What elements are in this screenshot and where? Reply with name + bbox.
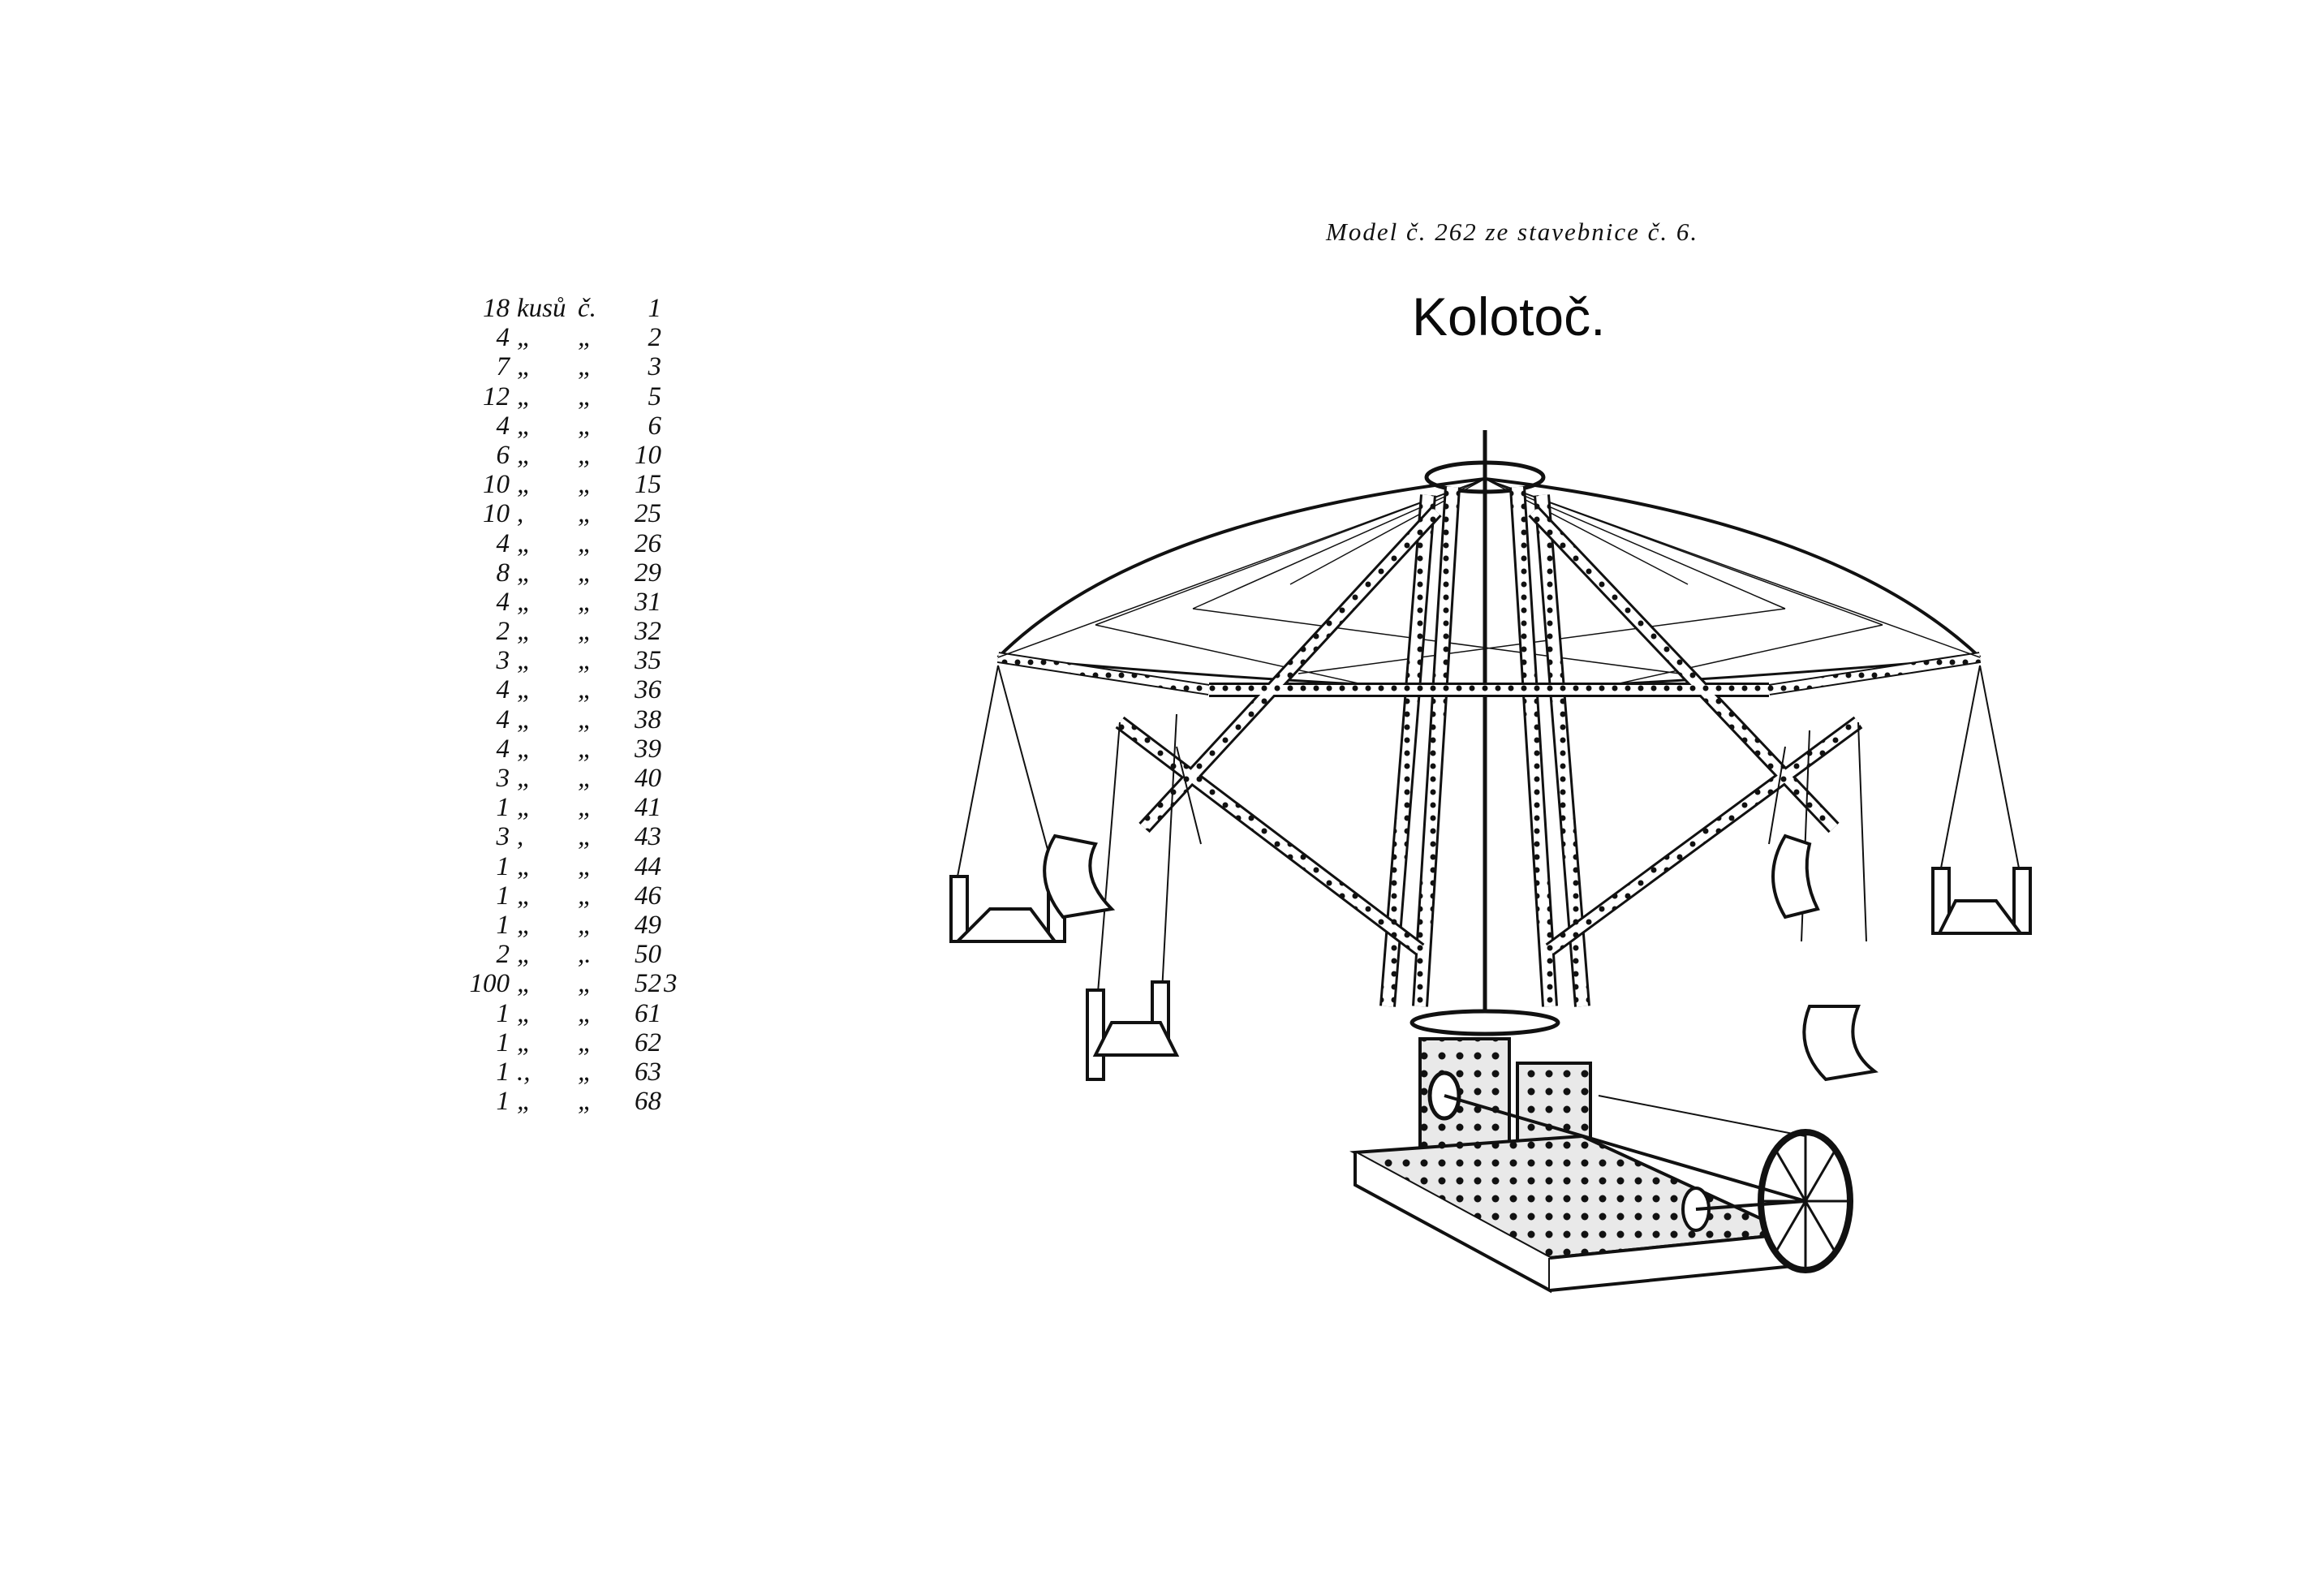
part-no-label: „	[578, 998, 593, 1028]
part-unit: „	[517, 470, 532, 500]
part-no-label: „	[578, 1057, 593, 1087]
part-count: 7	[496, 352, 510, 382]
part-number: 10	[635, 440, 661, 470]
part-unit: „	[517, 881, 532, 911]
part-number: 36	[635, 675, 661, 705]
part-number: 43	[635, 822, 661, 852]
carousel-illustration	[933, 422, 2045, 1331]
part-no-label: „	[578, 587, 593, 617]
part-unit: „	[517, 704, 532, 734]
part-count: 10	[483, 499, 510, 529]
parts-row	[438, 822, 698, 851]
part-count: 2	[496, 617, 510, 647]
part-no-label: ,.	[578, 940, 592, 970]
part-no-label: „	[578, 499, 593, 529]
part-unit: „	[517, 381, 532, 411]
part-count: 1	[496, 1027, 510, 1057]
part-count: 4	[496, 675, 510, 705]
part-count: 1	[496, 998, 510, 1028]
parts-row	[438, 617, 698, 646]
part-count: 4	[496, 587, 510, 617]
part-unit: „	[517, 793, 532, 823]
parts-row	[438, 294, 698, 323]
part-no-label: „	[578, 470, 593, 500]
parts-row	[438, 323, 698, 352]
part-count: 4	[496, 323, 510, 353]
part-no-label: „	[578, 352, 593, 382]
part-no-label: „	[578, 528, 593, 558]
part-number: 49	[635, 910, 661, 940]
part-count: 4	[496, 704, 510, 734]
part-unit: ,	[517, 499, 524, 529]
part-number: 46	[635, 881, 661, 911]
part-number: 38	[635, 704, 661, 734]
part-unit: „	[517, 323, 532, 353]
part-unit: „	[517, 764, 532, 793]
part-count: 1	[496, 881, 510, 911]
part-count: 3	[496, 764, 510, 793]
part-no-label: „	[578, 1087, 593, 1117]
part-count: 2	[496, 940, 510, 970]
part-number: 44	[635, 851, 661, 881]
part-number: 41	[635, 793, 661, 823]
part-unit: „	[517, 528, 532, 558]
part-number: 68	[635, 1087, 661, 1117]
parts-row	[438, 411, 698, 441]
part-count: 1	[496, 851, 510, 881]
part-no-label: „	[578, 675, 593, 705]
part-note: 3	[664, 969, 678, 999]
part-number: 15	[635, 470, 661, 500]
part-unit: „	[517, 734, 532, 764]
parts-row	[438, 911, 698, 940]
part-count: 12	[483, 381, 510, 411]
part-count: 3	[496, 822, 510, 852]
part-count: 4	[496, 411, 510, 441]
part-number: 50	[635, 940, 661, 970]
parts-row	[438, 441, 698, 470]
carousel-drawing	[933, 422, 2045, 1331]
part-no-label: „	[578, 440, 593, 470]
part-unit: „	[517, 1027, 532, 1057]
part-unit: kusů	[517, 294, 566, 323]
part-number: 26	[635, 528, 661, 558]
part-no-label: „	[578, 969, 593, 999]
part-count: 4	[496, 528, 510, 558]
parts-row	[438, 588, 698, 617]
part-number: 6	[648, 411, 661, 441]
part-number: 31	[635, 587, 661, 617]
part-count: 10	[483, 470, 510, 500]
part-no-label: „	[578, 704, 593, 734]
part-count: 4	[496, 734, 510, 764]
part-unit: „	[517, 617, 532, 647]
parts-row	[438, 705, 698, 734]
parts-row	[438, 881, 698, 911]
part-count: 3	[496, 646, 510, 676]
part-no-label: „	[578, 646, 593, 676]
parts-row	[438, 1057, 698, 1087]
part-number: 40	[635, 764, 661, 793]
parts-row	[438, 529, 698, 558]
parts-row	[438, 852, 698, 881]
part-number: 5	[648, 381, 661, 411]
parts-row	[438, 999, 698, 1028]
parts-row	[438, 470, 698, 499]
part-number: 61	[635, 998, 661, 1028]
part-number: 35	[635, 646, 661, 676]
part-count: 6	[496, 440, 510, 470]
part-number: 29	[635, 558, 661, 588]
part-count: 8	[496, 558, 510, 588]
part-count: 18	[483, 294, 510, 323]
part-unit: „	[517, 998, 532, 1028]
parts-row	[438, 558, 698, 588]
parts-row	[438, 734, 698, 764]
part-count: 1	[496, 793, 510, 823]
parts-row	[438, 352, 698, 381]
part-no-label: „	[578, 323, 593, 353]
part-number: 1	[648, 294, 661, 323]
parts-row	[438, 793, 698, 822]
part-no-label: „	[578, 764, 593, 793]
part-number: 52	[635, 969, 661, 999]
part-no-label: „	[578, 851, 593, 881]
part-no-label: „	[578, 558, 593, 588]
part-number: 62	[635, 1027, 661, 1057]
page-title: Kolotoč.	[1412, 286, 1606, 347]
part-unit: „	[517, 352, 532, 382]
parts-row	[438, 499, 698, 528]
part-unit: „	[517, 587, 532, 617]
part-no-label: „	[578, 793, 593, 823]
part-count: 100	[469, 969, 510, 999]
parts-row	[438, 646, 698, 675]
part-unit: .,	[517, 1057, 531, 1087]
parts-row	[438, 1087, 698, 1116]
part-no-label: „	[578, 910, 593, 940]
part-unit: „	[517, 675, 532, 705]
part-no-label: „	[578, 822, 593, 852]
part-no-label: „	[578, 411, 593, 441]
part-no-label: „	[578, 1027, 593, 1057]
parts-row	[438, 764, 698, 793]
part-number: 39	[635, 734, 661, 764]
part-no-label: „	[578, 734, 593, 764]
model-number-line: Model č. 262 ze stavebnice č. 6.	[1326, 218, 1699, 246]
parts-list	[438, 294, 698, 1116]
part-unit: „	[517, 440, 532, 470]
part-unit: „	[517, 910, 532, 940]
parts-row	[438, 675, 698, 704]
part-number: 63	[635, 1057, 661, 1087]
part-number: 2	[648, 323, 661, 353]
part-number: 3	[648, 352, 661, 382]
part-unit: „	[517, 646, 532, 676]
parts-row	[438, 940, 698, 969]
part-unit: ,	[517, 822, 524, 852]
parts-row	[438, 1028, 698, 1057]
part-unit: „	[517, 940, 532, 970]
part-count: 1	[496, 910, 510, 940]
part-no-label: č.	[578, 294, 596, 323]
part-unit: „	[517, 558, 532, 588]
part-number: 32	[635, 617, 661, 647]
part-count: 1	[496, 1057, 510, 1087]
parts-row	[438, 969, 698, 998]
part-unit: „	[517, 411, 532, 441]
part-unit: „	[517, 1087, 532, 1117]
part-number: 25	[635, 499, 661, 529]
part-no-label: „	[578, 381, 593, 411]
part-no-label: „	[578, 881, 593, 911]
parts-row	[438, 382, 698, 411]
part-unit: „	[517, 969, 532, 999]
part-no-label: „	[578, 617, 593, 647]
part-count: 1	[496, 1087, 510, 1117]
part-unit: „	[517, 851, 532, 881]
